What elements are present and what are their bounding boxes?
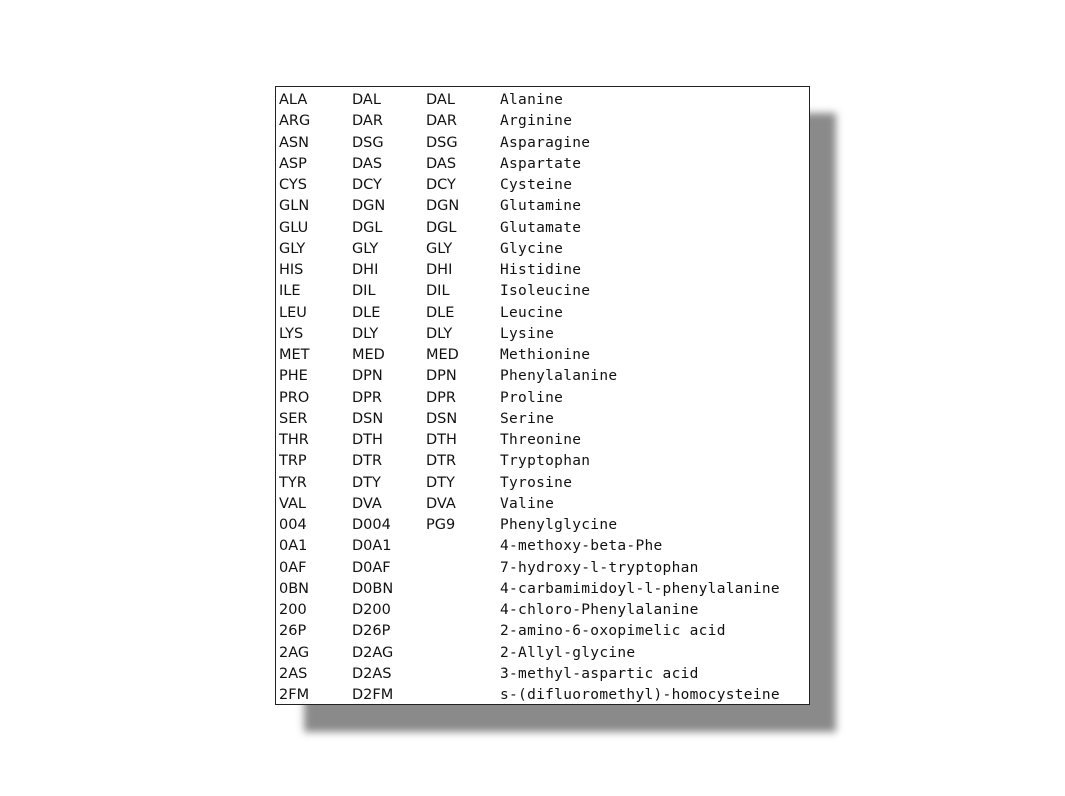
residue-name-cell: Arginine — [500, 113, 573, 130]
alt-d-code-cell: MED — [426, 347, 459, 363]
residue-name-cell: Phenylglycine — [500, 517, 618, 533]
l-code-cell: TYR — [279, 474, 307, 491]
d-code-cell: DSG — [352, 134, 384, 151]
d-code-cell: DHI — [352, 262, 379, 278]
table-row — [276, 451, 809, 472]
residue-name-cell: Glutamate — [500, 219, 582, 236]
alt-d-code-cell: DLY — [426, 325, 453, 342]
alt-d-code-cell: GLY — [426, 240, 453, 257]
table-row — [276, 643, 809, 664]
l-code-cell: TRP — [279, 453, 307, 470]
table-row — [276, 366, 809, 387]
d-code-cell: D26P — [352, 623, 391, 640]
table-row — [276, 536, 809, 557]
residue-name-cell: 7-hydroxy-l-tryptophan — [500, 559, 699, 576]
d-code-cell: DVA — [352, 495, 382, 512]
table-row — [276, 345, 809, 366]
table-row — [276, 303, 809, 324]
l-code-cell: 200 — [279, 602, 307, 618]
table-row — [276, 579, 809, 600]
residue-name-cell: Leucine — [500, 304, 564, 321]
l-code-cell: ASN — [279, 134, 309, 151]
residue-name-cell: Glutamine — [500, 198, 582, 215]
table-row — [276, 196, 809, 217]
table-row — [276, 430, 809, 451]
table-row — [276, 154, 809, 175]
alt-d-code-cell: DGN — [426, 198, 460, 215]
alt-d-code-cell: DCY — [426, 177, 456, 193]
l-code-cell: ALA — [279, 92, 308, 108]
alt-d-code-cell: DLE — [426, 304, 455, 321]
residue-name-cell: Lysine — [500, 325, 555, 342]
d-code-cell: DLE — [352, 304, 381, 321]
d-code-cell: D2AG — [352, 644, 394, 661]
alt-d-code-cell: DTR — [426, 453, 457, 470]
l-code-cell: GLU — [279, 219, 309, 236]
l-code-cell: 2AG — [279, 644, 310, 661]
residue-name-cell: Methionine — [500, 347, 591, 363]
table-row — [276, 494, 809, 515]
alt-d-code-cell: DAR — [426, 113, 457, 130]
l-code-cell: 004 — [279, 517, 307, 533]
alt-d-code-cell: DPR — [426, 389, 456, 406]
l-code-cell: GLN — [279, 198, 310, 215]
residue-name-cell: Asparagine — [500, 134, 591, 151]
l-code-cell: VAL — [279, 495, 306, 512]
d-code-cell: DPN — [352, 368, 383, 385]
residue-name-cell: Proline — [500, 389, 564, 406]
alt-d-code-cell: DVA — [426, 495, 456, 512]
l-code-cell: LEU — [279, 304, 307, 321]
d-code-cell: D004 — [352, 517, 391, 533]
d-code-cell: DAL — [352, 92, 381, 108]
table-row — [276, 409, 809, 430]
table-row — [276, 239, 809, 260]
l-code-cell: SER — [279, 410, 308, 427]
d-code-cell: DSN — [352, 410, 384, 427]
residue-name-cell: Threonine — [500, 432, 582, 448]
alt-d-code-cell: DAL — [426, 92, 455, 108]
l-code-cell: 0A1 — [279, 538, 308, 555]
d-code-cell: GLY — [352, 240, 379, 257]
residue-name-cell: Glycine — [500, 240, 564, 257]
d-code-cell: DCY — [352, 177, 382, 193]
residue-name-cell: Cysteine — [500, 177, 573, 193]
table-row — [276, 621, 809, 642]
d-code-cell: D0BN — [352, 580, 394, 597]
alt-d-code-cell: DPN — [426, 368, 457, 385]
alt-d-code-cell: DTH — [426, 432, 457, 448]
l-code-cell: ILE — [279, 283, 301, 300]
residue-name-cell: 4-methoxy-beta-Phe — [500, 538, 663, 555]
residue-table — [275, 86, 810, 705]
d-code-cell: DPR — [352, 389, 382, 406]
table-row — [276, 600, 809, 621]
l-code-cell: 2AS — [279, 665, 308, 682]
l-code-cell: GLY — [279, 240, 306, 257]
l-code-cell: CYS — [279, 177, 307, 193]
table-body — [276, 90, 809, 706]
alt-d-code-cell: DGL — [426, 219, 457, 236]
residue-name-cell: Isoleucine — [500, 283, 591, 300]
table-row — [276, 281, 809, 302]
d-code-cell: DAS — [352, 155, 383, 172]
d-code-cell: DTR — [352, 453, 383, 470]
table-row — [276, 133, 809, 154]
d-code-cell: DGL — [352, 219, 383, 236]
table-row — [276, 558, 809, 579]
l-code-cell: ASP — [279, 155, 307, 172]
residue-name-cell: s-(difluoromethyl)-homocysteine — [500, 687, 780, 703]
l-code-cell: THR — [279, 432, 309, 448]
table-row — [276, 664, 809, 685]
l-code-cell: 0BN — [279, 580, 310, 597]
table-row — [276, 111, 809, 132]
residue-name-cell: Histidine — [500, 262, 582, 278]
l-code-cell: HIS — [279, 262, 304, 278]
residue-name-cell: Tyrosine — [500, 474, 573, 491]
alt-d-code-cell: DAS — [426, 155, 457, 172]
d-code-cell: DAR — [352, 113, 383, 130]
d-code-cell: D200 — [352, 602, 391, 618]
l-code-cell: LYS — [279, 325, 304, 342]
table-row — [276, 175, 809, 196]
residue-name-cell: Aspartate — [500, 155, 582, 172]
d-code-cell: D0A1 — [352, 538, 392, 555]
l-code-cell: 2FM — [279, 687, 310, 703]
table-row — [276, 473, 809, 494]
residue-name-cell: Phenylalanine — [500, 368, 618, 385]
l-code-cell: PHE — [279, 368, 308, 385]
residue-name-cell: Valine — [500, 495, 555, 512]
residue-name-cell: Serine — [500, 410, 555, 427]
alt-d-code-cell: DSN — [426, 410, 458, 427]
d-code-cell: D0AF — [352, 559, 391, 576]
residue-name-cell: 3-methyl-aspartic acid — [500, 665, 699, 682]
residue-name-cell: Tryptophan — [500, 453, 591, 470]
d-code-cell: D2AS — [352, 665, 392, 682]
d-code-cell: D2FM — [352, 687, 394, 703]
alt-d-code-cell: DIL — [426, 283, 450, 300]
alt-d-code-cell: PG9 — [426, 517, 456, 533]
table-row — [276, 388, 809, 409]
l-code-cell: 0AF — [279, 559, 307, 576]
residue-name-cell: 2-Allyl-glycine — [500, 644, 636, 661]
d-code-cell: DIL — [352, 283, 376, 300]
d-code-cell: DTH — [352, 432, 383, 448]
alt-d-code-cell: DHI — [426, 262, 453, 278]
alt-d-code-cell: DTY — [426, 474, 455, 491]
l-code-cell: PRO — [279, 389, 310, 406]
d-code-cell: DGN — [352, 198, 386, 215]
alt-d-code-cell: DSG — [426, 134, 458, 151]
table-row — [276, 324, 809, 345]
l-code-cell: MET — [279, 347, 310, 363]
d-code-cell: DTY — [352, 474, 381, 491]
residue-name-cell: 2-amino-6-oxopimelic acid — [500, 623, 726, 640]
residue-name-cell: Alanine — [500, 92, 564, 108]
residue-name-cell: 4-carbamimidoyl-l-phenylalanine — [500, 580, 780, 597]
d-code-cell: MED — [352, 347, 385, 363]
table-row — [276, 218, 809, 239]
table-row — [276, 515, 809, 536]
table-row — [276, 90, 809, 111]
residue-name-cell: 4-chloro-Phenylalanine — [500, 602, 699, 618]
d-code-cell: DLY — [352, 325, 379, 342]
l-code-cell: ARG — [279, 113, 311, 130]
table-row — [276, 260, 809, 281]
l-code-cell: 26P — [279, 623, 307, 640]
table-row — [276, 685, 809, 706]
